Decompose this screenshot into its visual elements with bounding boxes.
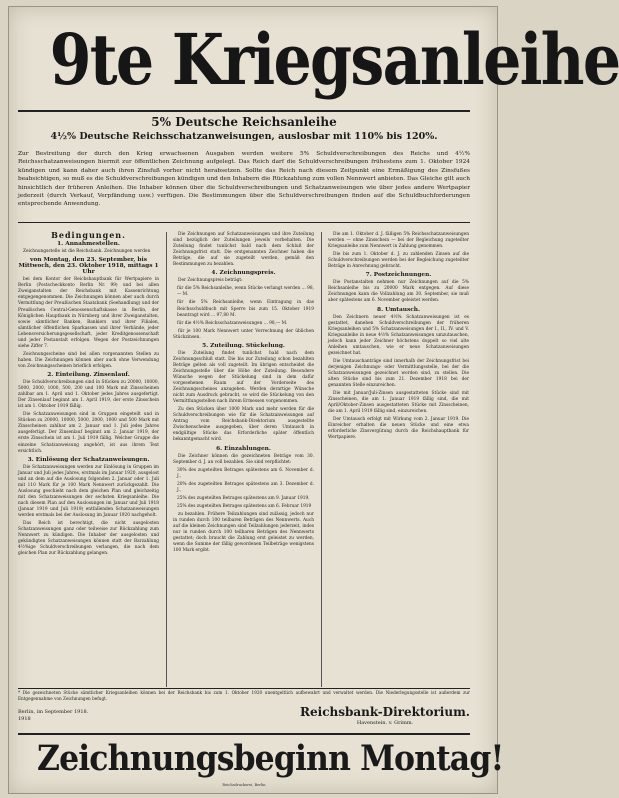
column-divider (166, 232, 167, 687)
footnote: * Die gezeichneten Stücke sämtlicher Kriegsanleihen können bei der Reichsbank bis zum 1. Oktober 1920 unentgeltlich aufbewahrt und verwaltet werden. Die Niederlegungsstelle ist außerdem zur Entgegennahme von Zeichnungen befugt. (18, 690, 470, 701)
column-2 (173, 232, 314, 687)
section-heading: 7. Postzeichnungen. (365, 272, 432, 279)
paragraph: Zeichnungsstelle ist die Reichsbank. Zeichnungen werden (23, 249, 151, 255)
paragraph: Der Zeichnungspreis beträgt: (178, 278, 243, 284)
paragraph: bei dem Kontor der Reichshauptbank für Wertpapiere in Berlin (Postscheckkonto Berlin Nr. 99) und bei allen Zweiganstalten der Reichsbank mit Kassenrichtung entgegengenommen. Die Zeichnungen können aber auch durch Vermittlung der Preußischen Staatsbank (Seehandlung) und der Preußischen Central-Genossenschaftskasse in Berlin, der Königlichen Hauptbank in Nürnberg und ihrer Zweiganstalten, sowie sämtlicher Banken, Bankiers und ihrer Filialen, sämtlicher öffentlichen Sparkassen und ihrer Verbände, jeder Lebensversicherungsgesellschaft, jeder Kreditgenossenschaft und jeder Postanstalt erfolgen. Wegen der Postzeichnungen siehe Ziffer 7. (18, 277, 159, 349)
paragraph: Die Schatzanweisungen werden zur Einlösung in Gruppen im Januar und Juli jedes Jahres, erstmals im Januar 1920, ausgelost und an dem auf die Auslosung folgenden 2. Januar oder 1. Juli mit 110 Mark für je 100 Mark Nennwert zurückgezahlt. Die Auslosung geschieht nach dem gleichen Plan und gleichzeitig mit den Schatzanweisungen der sechsten Kriegsanleihe. Die nach diesem Plan auf den Auslosungen im Januar und Juli 1918 (Januar 1919 und Juli 1919) entfallenden Schatzanweisungen werden erstmals bei der Auslosung im Januar 1920 nachgeholt. (18, 464, 159, 519)
subtitle-schatzanweisungen: 4½% Deutsche Reichsschatzanweisungen, auslosbar mit 110% bis 120%. (50, 131, 438, 142)
section-heading: 1. Annahmestellen. (57, 241, 120, 248)
bottom-banner: Zeichnungsbeginn Montag! (37, 738, 504, 779)
intro-paragraph: Zur Bestreitung der durch den Krieg erwachsenen Ausgaben werden weitere 5% Schuldverschreibungen des Reichs und 4½% Reichsschatzanweisungen hiermit zur öffentlichen Zeichnung aufgelegt. Das Reich darf die Schuldverschreibungen frühestens zum 1. Oktober 1924 kündigen und kann daher auch ihren Zinsfuß vorher nicht herabsetzen. Sollte das Reich nach diesem Zeitpunkt eine Ermäßigung des Zinsfußes beabsichtigen, so muß es die Schuldverschreibungen kündigen und den Inhabern die Rückzahlung zum vollen Nennwert anbieten. Das Gleiche gilt auch hinsichtlich der früheren Anleihen. Die Inhaber können über die Schuldverschreibungen und Schatzanweisungen wie über jedes andere Wertpapier jederzeit (durch Verkauf, Verpfändung usw.) verfügen. Die Bestimmungen über die Schuldverschreibungen finden auf die Schuldbuchforderungen entsprechende Anwendung. (18, 151, 470, 208)
paragraph: Die bis zum 1. Oktober d. J. zu zahlenden Zinsen auf die Schuldverschreibungen werden bei der Begleichung zugeteilter Beträge in Anrechnung gebracht. (328, 252, 469, 270)
footnote-rule (18, 688, 470, 689)
price-line: 25% des zugeteilten Betrages spätestens am 9. Januar 1919, (177, 495, 310, 501)
column-3 (328, 232, 469, 687)
paragraph: Die Zuteilung findet tunlichst bald nach dem Zeichnungsschluß statt. Die bis zur Zuteilung schon bezahlten Beträge gelten als voll zugeteilt. Im übrigen entscheidet die Zeichnungsstelle über die Höhe der Zuteilung. Besondere Wünsche wegen der Stückelung sind in dem dafür vorgesehenen Raum auf der Vorderseite des Zeichnungsscheines anzugeben. Werden derartige Wünsche nicht zum Ausdruck gebracht, so wird die Stückelung von den Vermittlungsstellen nach ihrem Ermessen vorgenommen. (173, 350, 314, 405)
paragraph: Den Zeichnern neuer 4½% Schatzanweisungen ist es gestattet, daneben Schuldverschreibungen der früheren Kriegsanleihen und 5% Schatzanweisungen der I., II., IV. und V. Kriegsanleihe in neue 4½% Schatzanweisungen umzutauschen, jedoch kann jeder Zeichner höchstens doppelt so viel alte Anleihen umtauschen, wie er neue Schatzanweisungen gezeichnet hat. (328, 314, 469, 356)
paragraph: zu bezahlen. Frühere Teilzahlungen sind zulässig, jedoch nur in runden durch 100 teilbaren Beträgen des Nennwerts. Auch auf die kleinen Zeichnungen sind Teilzahlungen jederzeit, indes nur in runden durch 100 teilbaren Beträgen des Nennwerts gestattet; doch braucht die Zahlung erst geleistet zu werden, wenn die Summe der fällig gewordenen Teilbeträge wenigstens 100 Mark ergibt. (173, 511, 314, 554)
date-block (18, 709, 168, 723)
paragraph: Zu den Stücken über 1000 Mark und mehr werden für die Schuldverschreibungen wie für die Schatzanweisungen auf Antrag vom Reichsbank-Direktorium ausgestellte Zwischenscheine ausgegeben, über deren Umtausch in endgültige Stücke das Erforderliche später öffentlich bekanntgemacht wird. (173, 407, 314, 443)
paragraph: Das Reich ist berechtigt, die nicht ausgelosten Schatzanweisungen ganz oder teilweise zur Rückzahlung zum Nennwert zu kündigen. Die Inhaber der ausgelosten und gekündigten Schatzanweisungen können statt der Barzahlung 4½%ige Schuldverschreibungen verlangen, die nach dem gleichen Plan zur Rückzahlung gelangen. (18, 521, 159, 557)
paragraph: Die Zeichner können die gezeichneten Beträge vom 30. September d. J. an voll bezahlen. Sie sind verpflichtet: (173, 453, 314, 465)
section-heading: 2. Einteilung. Zinsenlauf. (47, 371, 130, 378)
paragraph: Die Schuldverschreibungen sind in Stücken zu 20000, 10000, 5000, 2000, 1000, 500, 200 und 100 Mark mit Zinsscheinen zahlbar am 1. April und 1. Oktober jedes Jahres ausgefertigt. Der Zinsenlauf beginnt am 1. April 1919, der erste Zinsschein ist am 1. Oktober 1919 fällig. (18, 380, 159, 410)
signatures: Havenstein. v. Grimm. (356, 720, 414, 726)
directorate-name: Reichsbank-Direktorium. (300, 705, 470, 719)
paragraph: Die mit Januar/Juli-Zinsen ausgestatteten Stücke sind mit Zinsscheinen, die am 1. Januar 1919 fällig sind, die mit April/Oktober-Zinsen ausgestatteten Stücke mit Zinsscheinen, die am 1. April 1919 fällig sind, einzureichen. (328, 391, 469, 415)
subtitle-reichsanleihe: 5% Deutsche Reichsanleihe (151, 115, 337, 129)
subscription-period: von Montag, den 23. September, bis Mittwoch, den 23. Oktober 1918, mittags 1 Uhr (18, 257, 159, 276)
section-heading: 8. Umtausch. (377, 306, 420, 313)
paragraph: Die Postanstalten nehmen nur Zeichnungen auf die 5% Reichsanleihe bis zu 20000 Mark entgegen. Auf diese Zeichnungen kann die Vollzahlung am 30. September, sie muß aber spätestens am 6. November geleistet werden. (328, 280, 469, 304)
top-rule (18, 110, 470, 112)
date-line: Berlin, im September 1918. (18, 709, 89, 715)
paragraph: für je 100 Mark Nennwert unter Verrechnung der üblichen Stückzinsen. (173, 328, 314, 340)
price-line: für die 4½% Reichsschatzanweisungen ... 98,— M. (177, 320, 288, 326)
headline: 9te Kriegsanleihe (49, 18, 619, 101)
section-heading: 5. Zuteilung. Stückelung. (202, 342, 285, 349)
column-1 (18, 232, 159, 687)
price-line: 20% des zugeteilten Betrages spätestens am 3. Dezember d. J., (177, 481, 314, 493)
paragraph: Die Umtauschanträge sind innerhalb der Zeichnungsfrist bei derjenigen Zeichnungs- oder Vermittlungsstelle, bei der die Schatzanweisungen gezeichnet worden sind, zu stellen. Die alten Stücke sind bis zum 21. Dezember 1918 bei der genannten Stelle einzureichen. (328, 358, 469, 389)
section-heading: 4. Zeichnungspreis. (211, 270, 276, 277)
price-line: 30% des zugeteilten Betrages spätestens am 6. November d. J., (177, 467, 314, 479)
price-line: für die 5% Reichsanleihe, wenn Stücke verlangt werden ... 98,— M. (177, 286, 314, 298)
paragraph: Zeichnungsscheine sind bei allen vorgenannten Stellen zu haben. Die Zeichnungen können aber auch ohne Verwendung von Zeichnungsscheinen brieflich erfolgen. (18, 351, 159, 369)
paragraph: Die am 1. Oktober d. J. fälligen 5% Reichsschatzanweisungen werden — ohne Zinsschein — bei der Begleichung zugeteilter Kriegsanleihe zum Nennwert in Zahlung genommen. (328, 232, 469, 250)
printer-line: Reichsdruckerei, Berlin (222, 783, 266, 787)
column-3-body (328, 232, 469, 442)
column-1-body (18, 241, 159, 557)
bottom-rule (18, 733, 470, 735)
section-heading: 6. Einzahlungen. (216, 445, 271, 452)
price-line: für die 5% Reichsanleihe, wenn Eintragung in das Reichsschuldbuch mit Sperre bis zum 15. Oktober 1919 beantragt wird ... 97,80 M. (177, 300, 314, 318)
intro-rule (18, 222, 470, 223)
paragraph: Die Schatzanweisungen sind in Gruppen eingeteilt und in Stücken zu 20000, 10000, 5000, 2000, 1000 und 500 Mark mit Zinsscheinen zahlbar am 2. Januar und 1. Juli jedes Jahres ausgefertigt. Der Zinsenlauf beginnt am 2. Januar 1919, der erste Zinsschein ist am 1. Juli 1919 fällig. Welcher Gruppe die einzelne Schatzanweisung angehört, ist aus ihrem Text ersichtlich. (18, 412, 159, 454)
column-2-body (173, 232, 314, 554)
price-line: 25% des zugeteilten Betrages spätestens am 6. Februar 1919 (177, 503, 312, 509)
form-number: 1918 (18, 716, 31, 722)
column-divider (321, 232, 322, 687)
section-heading: 3. Einlösung der Schatzanweisungen. (27, 456, 150, 463)
conditions-title: Bedingungen. (51, 230, 126, 240)
paragraph: Der Umtausch erfolgt mit Wirkung vom 2. Januar 1919. Die Einreicher erhalten die neuen Stücke und eine etwa erforderliche Zinsvergütung durch die Reichshauptbank für Wertpapiere. (328, 417, 469, 441)
paragraph: Die Zeichnungen auf Schatzanweisungen und ihre Zuteilung sind bezüglich der Zuteilungen jeweils vorbehalten. Die Zuteilung findet tunlichst bald nach dem Schluß der Zeichnungsfrist statt. Die erstgenannten Zeichner haben die Beträge, die auf sie zugeteilt werden, gemäß den Bestimmungen zu bezahlen. (173, 232, 314, 268)
